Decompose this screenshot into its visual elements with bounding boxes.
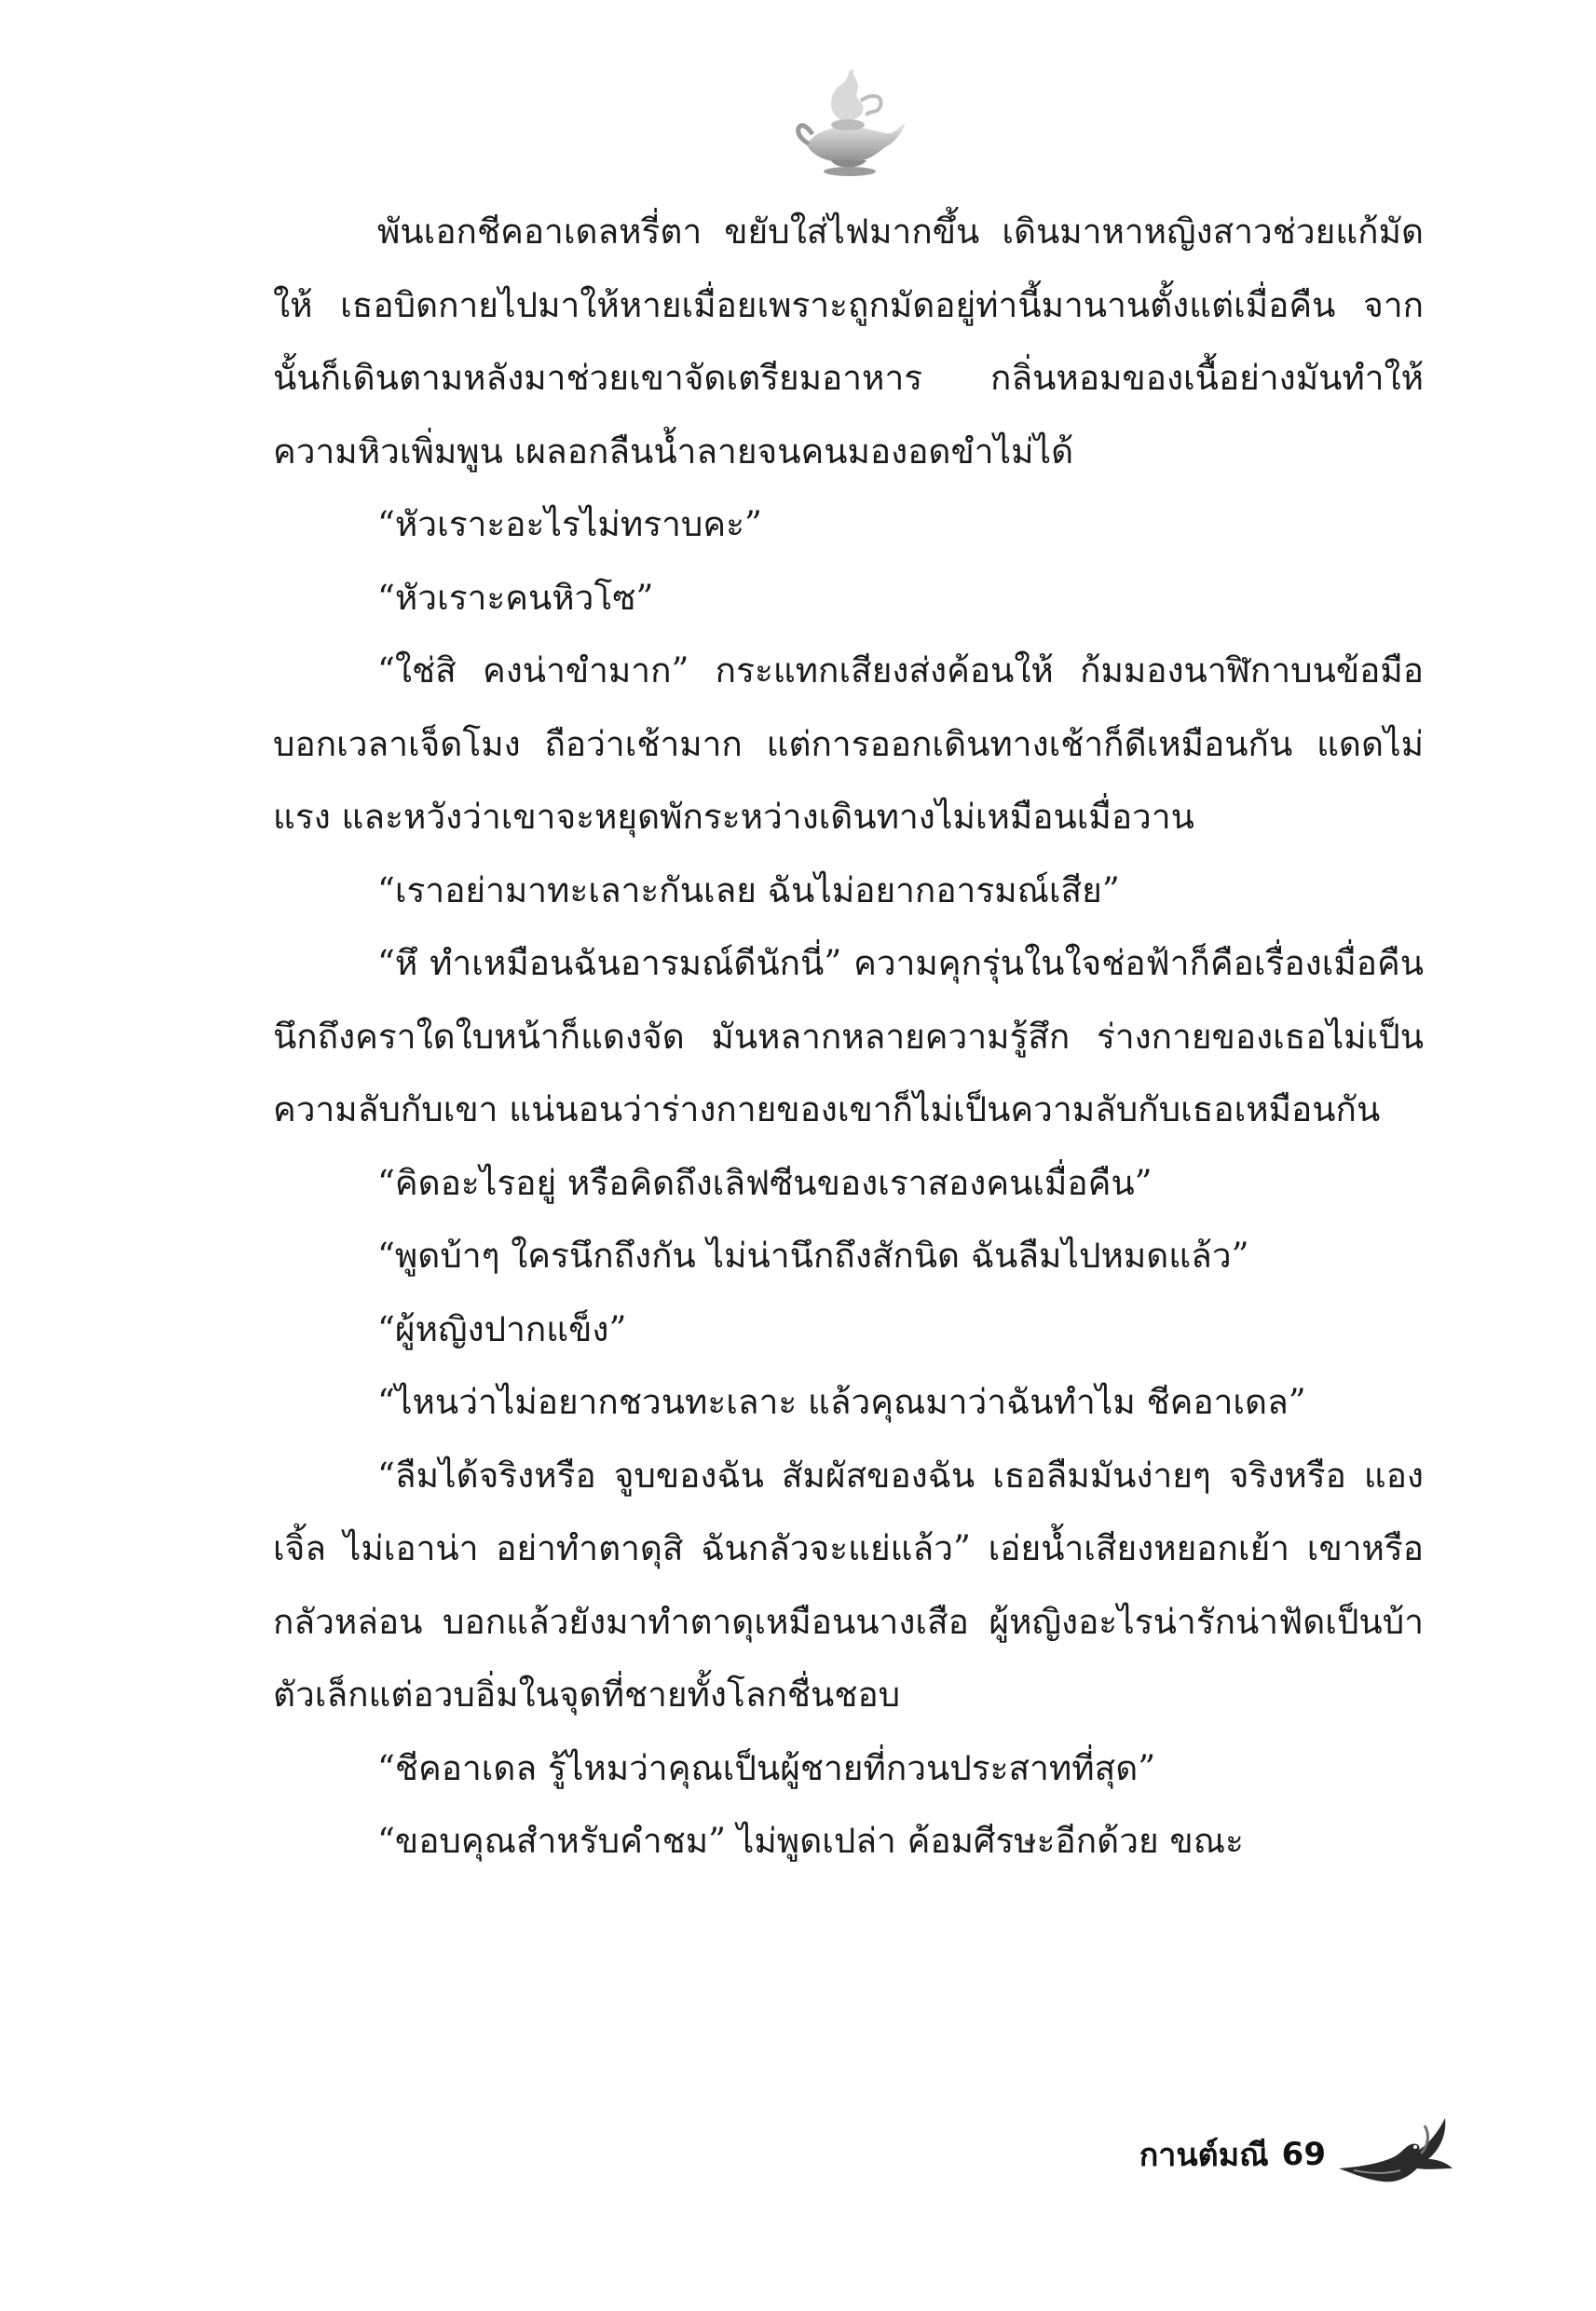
paragraph: “ไหนว่าไม่อยากชวนทะเลาะ แล้วคุณมาว่าฉันทำไม ชีคอาเดล” bbox=[377, 1382, 1306, 1422]
paragraph: “ขอบคุณสำหรับคำชม” ไม่พูดเปล่า ค้อมศีรษะอีกด้วย ขณะ bbox=[377, 1821, 1244, 1861]
paragraph: “หึ ทำเหมือนฉันอารมณ์ดีนักนี่” ความคุกรุ่นในใจช่อฟ้าก็คือเรื่องเมื่อคืน นึกถึงคราใดใบหน้าก็แดงจัด มันหลากหลายความรู้สึก ร่างกายของเธอไม่เป็นความลับกับเขา แน่นอนว่าร่างกายของเขาก็ไม่เป็นความลับกับเธอเหมือนกัน bbox=[273, 943, 1424, 1129]
paragraph: “ผู้หญิงปากแข็ง” bbox=[377, 1308, 627, 1349]
paragraph: “ใช่สิ คงน่าขำมาก” กระแทกเสียงส่งค้อนให้ ก้มมองนาฬิกาบนข้อมือบอกเวลาเจ็ดโมง ถือว่าเช้ามาก แต่การออกเดินทางเช้าก็ดีเหมือนกัน แดดไม่แรง และหวังว่าเขาจะหยุดพักระหว่างเดินทางไม่เหมือนเมื่อวาน bbox=[273, 650, 1424, 837]
body-text bbox=[273, 196, 1424, 1879]
paragraph: “พูดบ้าๆ ใครนึกถึงกัน ไม่น่านึกถึงสักนิด ฉันลืมไปหมดแล้ว” bbox=[377, 1236, 1249, 1276]
page-number: 69 bbox=[1281, 2136, 1326, 2173]
paragraph: “หัวเราะอะไรไม่ทราบคะ” bbox=[377, 504, 762, 544]
page-footer bbox=[1139, 2108, 1456, 2201]
paragraph: “เราอย่ามาทะเลาะกันเลย ฉันไม่อยากอารมณ์เสีย” bbox=[377, 869, 1120, 910]
paragraph: “ลืมได้จริงหรือ จูบของฉัน สัมผัสของฉัน เธอลืมมันง่ายๆ จริงหรือ แองเจิ้ล ไม่เอาน่า อย่าทำตาดุสิ ฉันกลัวจะแย่แล้ว” เอ่ยน้ำเสียงหยอกเย้า เขาหรือกลัวหล่อน บอกแล้วยังมาทำตาดุเหมือนนางเสือ ผู้หญิงอะไรน่ารักน่าฟัดเป็นบ้า ตัวเล็กแต่อวบอิ่มในจุดที่ชายทั้งโลกชื่นชอบ bbox=[273, 1455, 1424, 1715]
paragraph: “หัวเราะคนหิวโซ” bbox=[377, 577, 654, 618]
eagle-icon bbox=[1335, 2113, 1456, 2196]
paragraph: พันเอกชีคอาเดลหรี่ตา ขยับใส่ไฟมากขึ้น เดินมาหาหญิงสาวช่วยแก้มัดให้ เธอบิดกายไปมาให้หายเมื่อยเพราะถูกมัดอยู่ท่านี้มานานตั้งแต่เมื่อคืน จากนั้นก็เดินตามหลังมาช่วยเขาจัดเตรียมอาหาร กลิ่นหอมของเนื้อย่างมันทำให้ความหิวเพิ่มพูน เผลอกลืนน้ำลายจนคนมองอดขำไม่ได้ bbox=[273, 212, 1424, 472]
paragraph: “ชีคอาเดล รู้ไหมว่าคุณเป็นผู้ชายที่กวนประสาทที่สุด” bbox=[377, 1747, 1156, 1788]
genie-lamp-icon bbox=[788, 63, 909, 185]
paragraph: “คิดอะไรอยู่ หรือคิดถึงเลิฟซีนของเราสองคนเมื่อคืน” bbox=[377, 1162, 1153, 1203]
author-name: กานต์มณี bbox=[1139, 2137, 1269, 2174]
